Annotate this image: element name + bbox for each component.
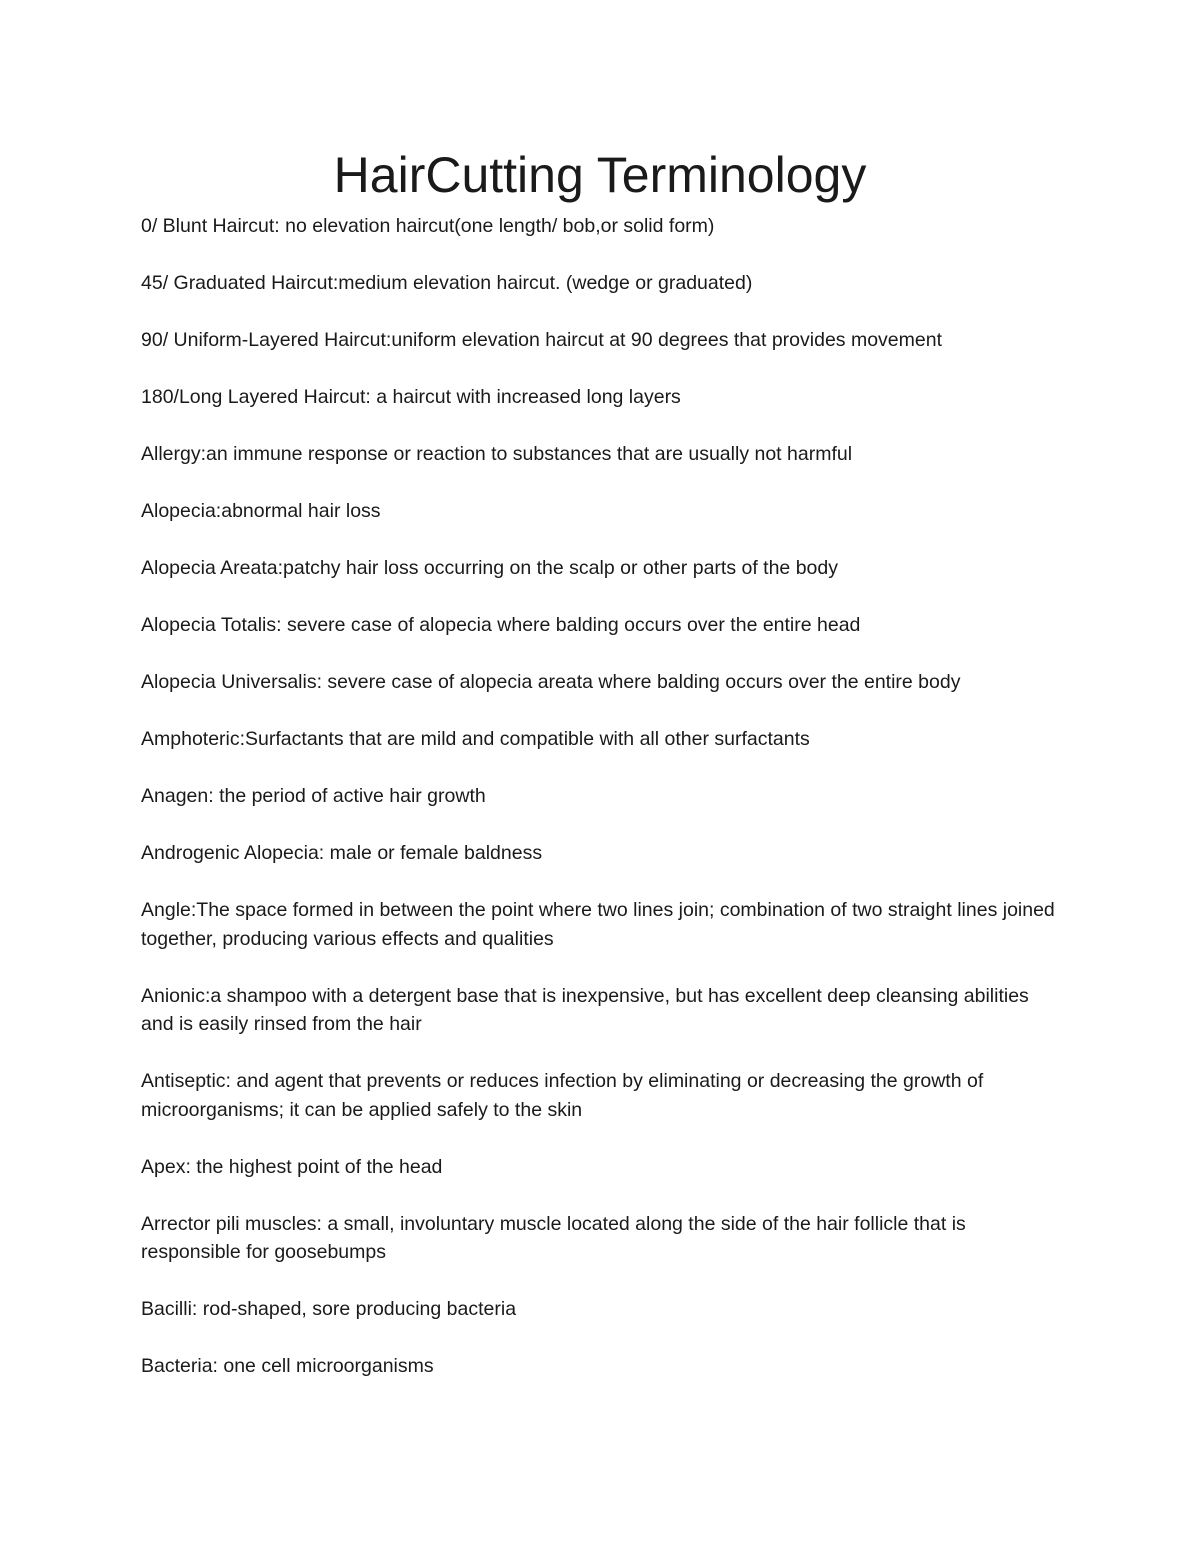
term-entry: Alopecia:abnormal hair loss (141, 500, 381, 522)
term-entry: Bacteria: one cell microorganisms (141, 1355, 434, 1377)
page-title: HairCutting Terminology (333, 147, 867, 203)
term-entry: 0/ Blunt Haircut: no elevation haircut(one length/ bob,or solid form) (141, 215, 715, 237)
term-entry: Alopecia Totalis: severe case of alopecia where balding occurs over the entire head (141, 614, 861, 636)
term-entry: Allergy:an immune response or reaction to substances that are usually not harmful (141, 443, 853, 465)
term-entry: Arrector pili muscles: a small, involuntary muscle located along the side of the hair follicle that is responsible for goosebumps (141, 1212, 966, 1263)
term-entry: Angle:The space formed in between the point where two lines join; combination of two straight lines joined together, producing various effects and qualities (141, 899, 1055, 950)
term-entry: Antiseptic: and agent that prevents or reduces infection by eliminating or decreasing the growth of microorganisms; it can be applied safely to the skin (141, 1070, 984, 1121)
term-entry: Anionic:a shampoo with a detergent base that is inexpensive, but has excellent deep cleansing abilities and is easily rinsed from the hair (141, 984, 1029, 1035)
term-entry: Anagen: the period of active hair growth (141, 785, 486, 807)
term-list (141, 212, 1061, 1409)
term-entry: Androgenic Alopecia: male or female baldness (141, 842, 543, 864)
term-entry: Alopecia Areata:patchy hair loss occurring on the scalp or other parts of the body (141, 557, 838, 579)
term-entry: Amphoteric:Surfactants that are mild and compatible with all other surfactants (141, 728, 810, 750)
term-entry: Bacilli: rod-shaped, sore producing bacteria (141, 1298, 517, 1320)
term-entry: 45/ Graduated Haircut:medium elevation haircut. (wedge or graduated) (141, 272, 753, 294)
term-entry: Alopecia Universalis: severe case of alopecia areata where balding occurs over the entire body (141, 671, 961, 693)
term-entry: 90/ Uniform-Layered Haircut:uniform elevation haircut at 90 degrees that provides movement (141, 329, 942, 351)
term-entry: 180/Long Layered Haircut: a haircut with increased long layers (141, 386, 681, 408)
term-entry: Apex: the highest point of the head (141, 1155, 443, 1178)
